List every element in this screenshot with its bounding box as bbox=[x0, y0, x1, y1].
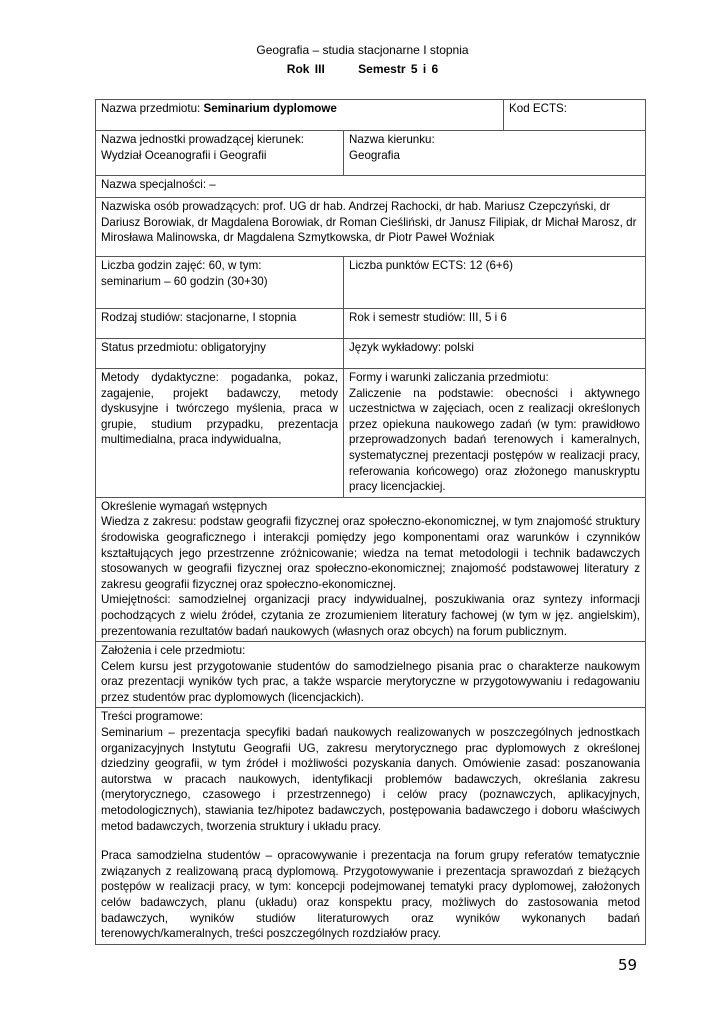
year-semester-cell: Rok i semestr studiów: III, 5 i 6 bbox=[344, 309, 646, 339]
unit-cell bbox=[96, 131, 344, 176]
methods-cell: Metody dydaktyczne: pogadanka, pokaz, zagajenie, projekt badawczy, metody dyskusyjne i twórczego myślenia, praca w grupie, studium przypadku, prezentacja multimedialna, praca indywidualna, bbox=[96, 369, 344, 498]
prereq-title: Określenie wymagań wstępnych bbox=[101, 499, 268, 513]
semester-label: Semestr 5 i 6 bbox=[358, 62, 439, 76]
unit-value: Wydział Oceanografii i Geografii bbox=[101, 148, 267, 162]
hours-line1: Liczba godzin zajęć: 60, w tym: bbox=[101, 259, 262, 272]
course-name-label: Nazwa przedmiotu: bbox=[101, 102, 201, 115]
hours-cell bbox=[96, 257, 344, 309]
content-title: Treści programowe: bbox=[101, 710, 204, 724]
prereq-knowledge: Wiedza z zakresu: podstaw geografii fizycznej oraz społeczno-ekonomicznej, w tym znajomość struktury środowiska geograficznego i interakcji pomiędzy jego komponentami oraz warunków i czynników kształtujących jego przestrzenne zróżnicowanie; wiedza na temat metodologii i technik badawczych stosowanych w geografii fizycznej oraz społeczno-ekonomicznej; znajomość podstawowej literatury z zakresu geografii fizycznej oraz społeczno-ekonomicznej. bbox=[101, 515, 641, 591]
assessment-cell bbox=[344, 369, 646, 498]
hours-line2: seminarium – 60 godzin (30+30) bbox=[101, 274, 268, 288]
prereq-skills: Umiejętności: samodzielnej organizacji pracy indywidualnej, poszukiwania oraz syntezy informacji pochodzących z wielu źródeł, czytania ze zrozumieniem literatury fachowej (w tym w jęz. angielskim), prezentowania rezultatów badań naukowych (własnych oraz obcych) na forum publicznym. bbox=[101, 593, 641, 638]
unit-label: Nazwa jednostki prowadzącej kierunek: bbox=[101, 133, 304, 146]
content-cell bbox=[96, 708, 646, 944]
field-cell bbox=[344, 131, 646, 176]
content-paragraph-1: Seminarium – prezentacja specyfiki badań naukowych realizowanych w poszczególnych jednostkach organizacyjnych Instytutu Geografii UG, zakresu merytorycznego prac dyplomowych z określonej dziedziny geografii, w tym źródeł i możliwości pozyskania danych. Omówienie zasad: poszanowania autorstwa w pracach naukowych, identyfikacji problemów badawczych, określania zakresu (merytorycznego, czasowego i przestrzennego) i celów pracy (poznawczych, aplikacyjnych, metodologicznych), stawiania tez/hipotez badawczych, postępowania badawczego i doboru właściwych metod badawczych, tworzenia struktury i układu pracy. bbox=[101, 726, 641, 833]
language-cell: Język wykładowy: polski bbox=[344, 339, 646, 369]
course-name-value: Seminarium dyplomowe bbox=[203, 102, 337, 115]
ects-points-cell: Liczba punktów ECTS: 12 (6+6) bbox=[344, 257, 646, 309]
course-name-cell bbox=[96, 100, 504, 131]
document-header-line2 bbox=[0, 62, 725, 76]
specialty-cell: Nazwa specjalności: – bbox=[96, 176, 646, 198]
field-value: Geografia bbox=[349, 148, 400, 162]
prerequisites-cell bbox=[96, 497, 646, 641]
goals-cell bbox=[96, 642, 646, 708]
ects-code-cell: Kod ECTS: bbox=[504, 100, 646, 131]
syllabus-table bbox=[95, 99, 646, 945]
document-header-line1: Geografia – studia stacjonarne I stopnia bbox=[256, 43, 469, 57]
instructors-cell: Nazwiska osób prowadzących: prof. UG dr hab. Andrzej Rachocki, dr hab. Mariusz Czepczyński, dr Dariusz Borowiak, dr Magdalena Borowiak, dr Roman Cieśliński, dr Janusz Filipiak, dr Michał Marosz, dr Mirosława Malinowska, dr Magdalena Szmytkowska, dr Piotr Paweł Woźniak bbox=[96, 198, 646, 257]
goals-text: Celem kursu jest przygotowanie studentów do samodzielnego pisania prac o charakterze naukowym oraz prezentacji wyników tych prac, a także wsparcie merytoryczne w przygotowywaniu i redagowaniu przez studentów prac dyplomowych (licencjackich). bbox=[101, 659, 641, 704]
field-label: Nazwa kierunku: bbox=[349, 133, 435, 146]
paragraph-spacer bbox=[101, 834, 640, 848]
status-cell: Status przedmiotu: obligatoryjny bbox=[96, 339, 344, 369]
assessment-title: Formy i warunki zaliczania przedmiotu: bbox=[349, 371, 549, 384]
page-number: 59 bbox=[618, 956, 638, 974]
study-type-cell: Rodzaj studiów: stacjonarne, I stopnia bbox=[96, 309, 344, 339]
assessment-text: Zaliczenie na podstawie: obecności i aktywnego uczestnictwa w zajęciach, ocen z realizacji określonych przez opiekuna naukowego zadań (w tym: prawidłowo przeprowadzonych badań terenowych i kameralnych, systematycznej prezentacji postępów w realizacji pracy, referowania końcowego) oraz złożonego manuskryptu pracy licencjackiej. bbox=[349, 386, 641, 494]
content-paragraph-2: Praca samodzielna studentów – opracowywanie i prezentacja na forum grupy referatów tematycznie związanych z realizowaną pracą dyplomową. Przygotowywanie i prezentacja sprawozdań z bieżących postępów w realizacji pracy, w tym: koncepcji podejmowanej tematyki pracy dyplomowej, założonych celów badawczych, planu (układu) oraz konspektu pracy, możliwych do zastosowania metod badawczych, wyników studiów literaturowych oraz wyników wykonanych badań terenowych/kameralnych, treści poszczególnych rozdziałów pracy. bbox=[101, 849, 641, 941]
goals-title: Założenia i cele przedmiotu: bbox=[101, 644, 246, 658]
year-label: Rok III bbox=[286, 62, 325, 76]
